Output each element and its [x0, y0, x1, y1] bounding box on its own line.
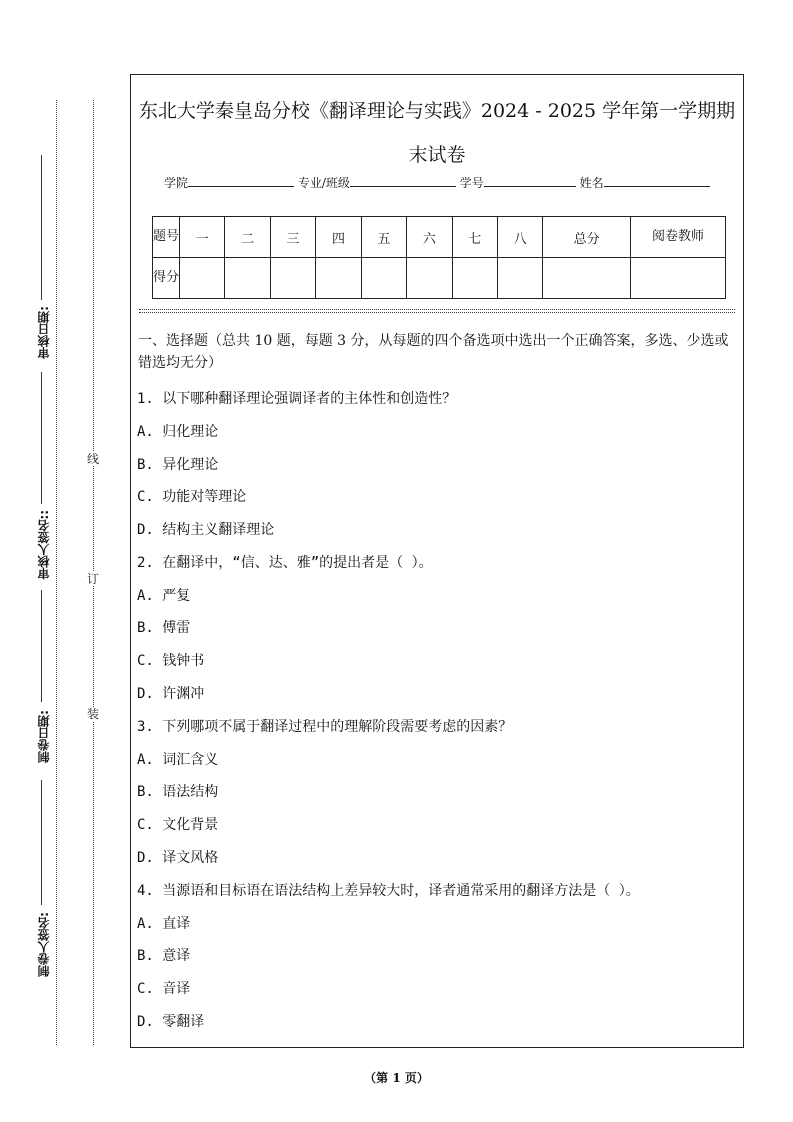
name-blank[interactable]: [604, 174, 710, 187]
dotted-separator-2: [139, 312, 735, 313]
option: A. 词汇含义: [137, 752, 219, 768]
major-class-label: 专业/班级: [297, 176, 350, 190]
student-id-blank[interactable]: [484, 174, 576, 187]
reviewer-signature-label: 审核人签名::: [35, 506, 49, 584]
col-7: 七: [452, 217, 497, 258]
score-table-score-row: [153, 258, 726, 299]
paper-date-line: [41, 590, 42, 702]
score-cell-8[interactable]: [497, 258, 542, 299]
paper-date-label: 制卷日期:: [35, 706, 49, 767]
col-grader: 阅卷教师: [631, 217, 726, 258]
option: D. 结构主义翻译理论: [137, 522, 275, 538]
bind-mark-ding: 订: [86, 572, 99, 586]
score-cell-grader[interactable]: [631, 258, 726, 299]
option: C. 钱钟书: [137, 653, 205, 669]
score-cell-total[interactable]: [543, 258, 631, 299]
paper-maker-signature-label: 制卷人签名:: [35, 908, 49, 981]
option: D. 许渊冲: [137, 686, 205, 702]
col-1: 一: [180, 217, 225, 258]
score-cell-1[interactable]: [180, 258, 225, 299]
question-stem: 3. 下列哪项不属于翻译过程中的理解阶段需要考虑的因素？: [137, 719, 513, 735]
option: A. 严复: [137, 588, 191, 604]
student-id-label: 学号: [459, 176, 484, 190]
option: C. 文化背景: [137, 817, 219, 833]
student-info-row: [164, 174, 710, 191]
option: A. 归化理论: [137, 424, 219, 440]
option: C. 功能对等理论: [137, 489, 247, 505]
option: B. 傅雷: [137, 620, 191, 636]
bind-mark-zhuang: 装: [86, 707, 99, 721]
option: D. 译文风格: [137, 850, 219, 866]
question-stem: 4. 当源语和目标语在语法结构上差异较大时，译者通常采用的翻译方法是（ ）。: [137, 883, 640, 899]
question-stem: 1. 以下哪种翻译理论强调译者的主体性和创造性？: [137, 391, 457, 407]
score-cell-7[interactable]: [452, 258, 497, 299]
question-no-header: 题号: [153, 217, 180, 258]
option: A. 直译: [137, 916, 191, 932]
page-number-footer: （第 1 页）: [364, 1071, 429, 1085]
major-class-blank[interactable]: [350, 174, 456, 187]
score-header: 得分: [153, 258, 180, 299]
section-heading: 一、选择题（总共 10 题，每题 3 分，从每题的四个备选项中选出一个正确答案，多选、少选或错选均无分）: [138, 333, 729, 371]
score-table: [152, 216, 726, 299]
review-date-label: 审核日期:: [35, 302, 49, 363]
score-cell-3[interactable]: [270, 258, 315, 299]
exam-frame: [130, 74, 744, 1048]
reviewer-signature-line: [41, 372, 42, 504]
score-table-header-row: [153, 217, 726, 258]
name-label: 姓名: [579, 176, 604, 190]
col-total: 总分: [543, 217, 631, 258]
col-6: 六: [407, 217, 452, 258]
score-cell-6[interactable]: [407, 258, 452, 299]
col-4: 四: [316, 217, 361, 258]
option: B. 异化理论: [137, 457, 219, 473]
college-label: 学院: [164, 176, 189, 190]
question-stem: 2. 在翻译中，“信、达、雅”的提出者是（ ）。: [137, 555, 433, 571]
score-cell-5[interactable]: [361, 258, 406, 299]
option: B. 语法结构: [137, 784, 219, 800]
col-8: 八: [497, 217, 542, 258]
binding-outer-dotline: [56, 100, 57, 1045]
col-2: 二: [225, 217, 270, 258]
col-5: 五: [361, 217, 406, 258]
paper-maker-signature-line: [41, 780, 42, 905]
score-cell-2[interactable]: [225, 258, 270, 299]
option: B. 意译: [137, 948, 191, 964]
score-cell-4[interactable]: [316, 258, 361, 299]
college-blank[interactable]: [188, 174, 294, 187]
option: C. 音译: [137, 981, 191, 997]
option: D. 零翻译: [137, 1014, 205, 1030]
exam-title: 东北大学秦皇岛分校《翻译理论与实践》2024 - 2025 学年第一学期期末试卷: [138, 100, 736, 166]
bind-mark-xian: 线: [86, 452, 99, 466]
dotted-separator: [139, 309, 735, 310]
review-date-line: [41, 155, 42, 300]
col-3: 三: [270, 217, 315, 258]
